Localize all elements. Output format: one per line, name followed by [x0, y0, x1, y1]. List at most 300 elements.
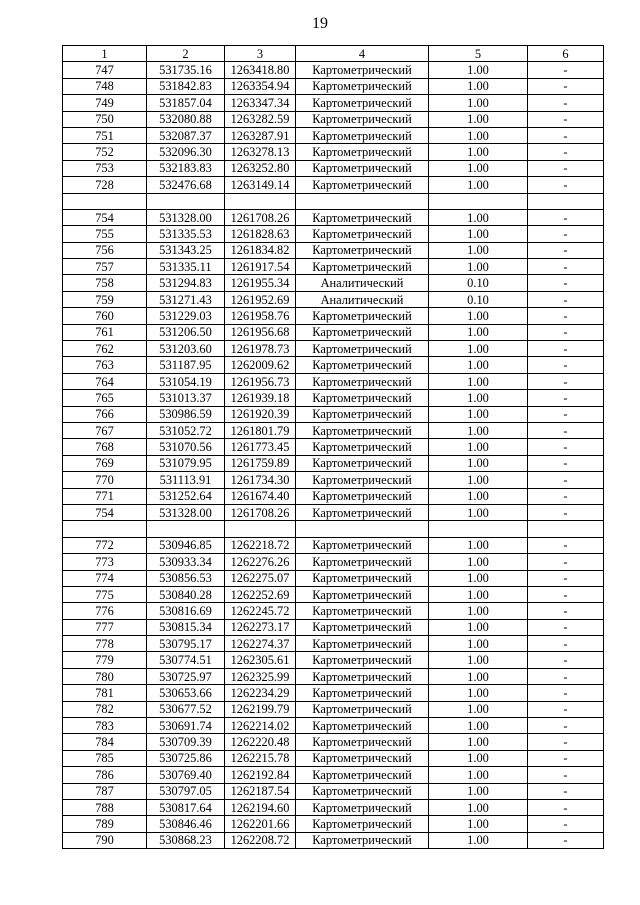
table-row — [63, 537, 604, 553]
table-row — [63, 291, 604, 307]
method-cell: Картометрический — [296, 603, 429, 619]
point-number-cell: 770 — [63, 472, 147, 488]
accuracy-cell: 1.00 — [429, 586, 528, 602]
y-coordinate-cell: 1261917.54 — [225, 259, 296, 275]
point-number-cell: 783 — [63, 718, 147, 734]
accuracy-cell: 1.00 — [429, 668, 528, 684]
note-cell: - — [528, 816, 604, 832]
x-coordinate-cell: 530816.69 — [147, 603, 225, 619]
column-header: 2 — [147, 46, 225, 62]
point-number-cell: 728 — [63, 177, 147, 193]
note-cell: - — [528, 554, 604, 570]
table-row — [63, 226, 604, 242]
x-coordinate-cell: 532096.30 — [147, 144, 225, 160]
table-row — [63, 734, 604, 750]
note-cell: - — [528, 537, 604, 553]
note-cell: - — [528, 160, 604, 176]
y-coordinate-cell: 1261955.34 — [225, 275, 296, 291]
table-row — [63, 160, 604, 176]
method-cell: Картометрический — [296, 570, 429, 586]
note-cell: - — [528, 308, 604, 324]
method-cell: Картометрический — [296, 78, 429, 94]
note-cell: - — [528, 209, 604, 225]
accuracy-cell: 1.00 — [429, 488, 528, 504]
accuracy-cell: 1.00 — [429, 439, 528, 455]
y-coordinate-cell: 1261759.89 — [225, 455, 296, 471]
accuracy-cell: 1.00 — [429, 242, 528, 258]
accuracy-cell: 1.00 — [429, 406, 528, 422]
y-coordinate-cell: 1262199.79 — [225, 701, 296, 717]
accuracy-cell: 1.00 — [429, 357, 528, 373]
point-number-cell: 790 — [63, 832, 147, 848]
table-row — [63, 95, 604, 111]
point-number-cell: 761 — [63, 324, 147, 340]
x-coordinate-cell: 531271.43 — [147, 291, 225, 307]
table-row — [63, 685, 604, 701]
column-header: 6 — [528, 46, 604, 62]
note-cell: - — [528, 603, 604, 619]
y-coordinate-cell: 1263347.34 — [225, 95, 296, 111]
method-cell: Картометрический — [296, 586, 429, 602]
x-coordinate-cell: 531842.83 — [147, 78, 225, 94]
table-row — [63, 586, 604, 602]
x-coordinate-cell: 530774.51 — [147, 652, 225, 668]
y-coordinate-cell: 1261708.26 — [225, 209, 296, 225]
point-number-cell: 774 — [63, 570, 147, 586]
accuracy-cell: 1.00 — [429, 472, 528, 488]
note-cell: - — [528, 767, 604, 783]
point-number-cell: 753 — [63, 160, 147, 176]
accuracy-cell: 1.00 — [429, 799, 528, 815]
table-row — [63, 406, 604, 422]
point-number-cell: 779 — [63, 652, 147, 668]
y-coordinate-cell: 1262275.07 — [225, 570, 296, 586]
table-row — [63, 472, 604, 488]
accuracy-cell: 1.00 — [429, 209, 528, 225]
method-cell: Аналитический — [296, 291, 429, 307]
method-cell: Картометрический — [296, 783, 429, 799]
point-number-cell: 772 — [63, 537, 147, 553]
y-coordinate-cell: 1261978.73 — [225, 341, 296, 357]
table-row — [63, 718, 604, 734]
point-number-cell: 758 — [63, 275, 147, 291]
y-coordinate-cell: 1262201.66 — [225, 816, 296, 832]
point-number-cell: 776 — [63, 603, 147, 619]
method-cell: Картометрический — [296, 357, 429, 373]
column-header: 5 — [429, 46, 528, 62]
method-cell: Картометрический — [296, 750, 429, 766]
note-cell: - — [528, 144, 604, 160]
point-number-cell: 748 — [63, 78, 147, 94]
x-coordinate-cell: 531113.91 — [147, 472, 225, 488]
y-coordinate-cell: 1262252.69 — [225, 586, 296, 602]
point-number-cell: 780 — [63, 668, 147, 684]
x-coordinate-cell: 531335.53 — [147, 226, 225, 242]
table-row — [63, 488, 604, 504]
accuracy-cell: 1.00 — [429, 816, 528, 832]
point-number-cell: 785 — [63, 750, 147, 766]
point-number-cell: 749 — [63, 95, 147, 111]
note-cell: - — [528, 701, 604, 717]
column-header: 4 — [296, 46, 429, 62]
separator-row — [63, 193, 604, 209]
method-cell: Картометрический — [296, 767, 429, 783]
table-row — [63, 127, 604, 143]
method-cell: Картометрический — [296, 242, 429, 258]
separator-row — [63, 521, 604, 537]
note-cell: - — [528, 390, 604, 406]
y-coordinate-cell: 1262187.54 — [225, 783, 296, 799]
y-coordinate-cell: 1261674.40 — [225, 488, 296, 504]
x-coordinate-cell: 531294.83 — [147, 275, 225, 291]
table-row — [63, 259, 604, 275]
table-row — [63, 652, 604, 668]
accuracy-cell: 1.00 — [429, 603, 528, 619]
table-row — [63, 701, 604, 717]
method-cell: Картометрический — [296, 177, 429, 193]
x-coordinate-cell: 531013.37 — [147, 390, 225, 406]
x-coordinate-cell: 532087.37 — [147, 127, 225, 143]
method-cell: Картометрический — [296, 619, 429, 635]
method-cell: Картометрический — [296, 259, 429, 275]
point-number-cell: 769 — [63, 455, 147, 471]
y-coordinate-cell: 1263278.13 — [225, 144, 296, 160]
accuracy-cell — [429, 521, 528, 537]
x-coordinate-cell: 530653.66 — [147, 685, 225, 701]
table-row — [63, 799, 604, 815]
note-cell: - — [528, 373, 604, 389]
y-coordinate-cell: 1261734.30 — [225, 472, 296, 488]
method-cell: Картометрический — [296, 226, 429, 242]
point-number-cell: 764 — [63, 373, 147, 389]
method-cell: Картометрический — [296, 308, 429, 324]
y-coordinate-cell: 1261958.76 — [225, 308, 296, 324]
y-coordinate-cell: 1261773.45 — [225, 439, 296, 455]
point-number-cell: 747 — [63, 62, 147, 78]
x-coordinate-cell — [147, 193, 225, 209]
table-row — [63, 619, 604, 635]
x-coordinate-cell: 530795.17 — [147, 636, 225, 652]
point-number-cell: 765 — [63, 390, 147, 406]
note-cell: - — [528, 341, 604, 357]
table-row — [63, 308, 604, 324]
x-coordinate-cell: 531252.64 — [147, 488, 225, 504]
note-cell: - — [528, 832, 604, 848]
table-row — [63, 668, 604, 684]
note-cell: - — [528, 291, 604, 307]
y-coordinate-cell: 1261828.63 — [225, 226, 296, 242]
x-coordinate-cell: 532080.88 — [147, 111, 225, 127]
point-number-cell: 751 — [63, 127, 147, 143]
y-coordinate-cell: 1261956.73 — [225, 373, 296, 389]
x-coordinate-cell: 530817.64 — [147, 799, 225, 815]
x-coordinate-cell: 530709.39 — [147, 734, 225, 750]
point-number-cell: 757 — [63, 259, 147, 275]
y-coordinate-cell: 1262214.02 — [225, 718, 296, 734]
note-cell: - — [528, 78, 604, 94]
accuracy-cell: 1.00 — [429, 570, 528, 586]
point-number-cell: 787 — [63, 783, 147, 799]
note-cell — [528, 193, 604, 209]
accuracy-cell: 1.00 — [429, 832, 528, 848]
note-cell: - — [528, 62, 604, 78]
method-cell: Картометрический — [296, 554, 429, 570]
accuracy-cell: 1.00 — [429, 750, 528, 766]
note-cell: - — [528, 406, 604, 422]
point-number-cell: 781 — [63, 685, 147, 701]
y-coordinate-cell: 1261834.82 — [225, 242, 296, 258]
table-row — [63, 275, 604, 291]
accuracy-cell: 1.00 — [429, 341, 528, 357]
point-number-cell — [63, 193, 147, 209]
note-cell: - — [528, 783, 604, 799]
accuracy-cell: 0.10 — [429, 275, 528, 291]
point-number-cell — [63, 521, 147, 537]
note-cell: - — [528, 324, 604, 340]
x-coordinate-cell: 530691.74 — [147, 718, 225, 734]
table-row — [63, 144, 604, 160]
table-row — [63, 767, 604, 783]
table-row — [63, 78, 604, 94]
method-cell — [296, 521, 429, 537]
accuracy-cell: 1.00 — [429, 718, 528, 734]
method-cell: Картометрический — [296, 111, 429, 127]
note-cell: - — [528, 127, 604, 143]
method-cell: Картометрический — [296, 341, 429, 357]
note-cell: - — [528, 259, 604, 275]
note-cell: - — [528, 177, 604, 193]
table-row — [63, 636, 604, 652]
y-coordinate-cell: 1262276.26 — [225, 554, 296, 570]
table-row — [63, 62, 604, 78]
y-coordinate-cell: 1262305.61 — [225, 652, 296, 668]
table-row — [63, 504, 604, 520]
point-number-cell: 759 — [63, 291, 147, 307]
accuracy-cell: 1.00 — [429, 390, 528, 406]
point-number-cell: 754 — [63, 209, 147, 225]
accuracy-cell: 1.00 — [429, 373, 528, 389]
table-row — [63, 177, 604, 193]
x-coordinate-cell: 530840.28 — [147, 586, 225, 602]
y-coordinate-cell: 1262220.48 — [225, 734, 296, 750]
note-cell: - — [528, 734, 604, 750]
y-coordinate-cell: 1263354.94 — [225, 78, 296, 94]
table-row — [63, 209, 604, 225]
point-number-cell: 750 — [63, 111, 147, 127]
method-cell: Картометрический — [296, 324, 429, 340]
y-coordinate-cell: 1262245.72 — [225, 603, 296, 619]
method-cell: Картометрический — [296, 799, 429, 815]
accuracy-cell: 1.00 — [429, 78, 528, 94]
method-cell: Картометрический — [296, 439, 429, 455]
x-coordinate-cell: 531052.72 — [147, 422, 225, 438]
method-cell: Картометрический — [296, 390, 429, 406]
table-row — [63, 750, 604, 766]
accuracy-cell: 1.00 — [429, 537, 528, 553]
y-coordinate-cell: 1263149.14 — [225, 177, 296, 193]
accuracy-cell: 1.00 — [429, 62, 528, 78]
note-cell: - — [528, 685, 604, 701]
table-row — [63, 111, 604, 127]
method-cell: Картометрический — [296, 636, 429, 652]
method-cell: Картометрический — [296, 472, 429, 488]
y-coordinate-cell — [225, 521, 296, 537]
accuracy-cell: 1.00 — [429, 144, 528, 160]
y-coordinate-cell: 1262192.84 — [225, 767, 296, 783]
table-row — [63, 422, 604, 438]
x-coordinate-cell: 530815.34 — [147, 619, 225, 635]
x-coordinate-cell: 532183.83 — [147, 160, 225, 176]
table-row — [63, 554, 604, 570]
method-cell: Картометрический — [296, 422, 429, 438]
table-row — [63, 242, 604, 258]
method-cell: Картометрический — [296, 209, 429, 225]
table-row — [63, 341, 604, 357]
method-cell: Картометрический — [296, 144, 429, 160]
method-cell: Картометрический — [296, 718, 429, 734]
note-cell: - — [528, 242, 604, 258]
method-cell: Картометрический — [296, 95, 429, 111]
accuracy-cell: 1.00 — [429, 685, 528, 701]
y-coordinate-cell: 1261939.18 — [225, 390, 296, 406]
table-row — [63, 603, 604, 619]
note-cell: - — [528, 668, 604, 684]
x-coordinate-cell: 530725.86 — [147, 750, 225, 766]
accuracy-cell: 1.00 — [429, 455, 528, 471]
y-coordinate-cell: 1261801.79 — [225, 422, 296, 438]
x-coordinate-cell: 532476.68 — [147, 177, 225, 193]
y-coordinate-cell: 1262234.29 — [225, 685, 296, 701]
table-row — [63, 373, 604, 389]
accuracy-cell: 1.00 — [429, 111, 528, 127]
method-cell: Картометрический — [296, 734, 429, 750]
note-cell — [528, 521, 604, 537]
x-coordinate-cell: 530856.53 — [147, 570, 225, 586]
note-cell: - — [528, 111, 604, 127]
table-row — [63, 832, 604, 848]
table-row — [63, 816, 604, 832]
method-cell — [296, 193, 429, 209]
accuracy-cell: 1.00 — [429, 422, 528, 438]
x-coordinate-cell: 531054.19 — [147, 373, 225, 389]
table-row — [63, 455, 604, 471]
note-cell: - — [528, 504, 604, 520]
note-cell: - — [528, 586, 604, 602]
accuracy-cell: 1.00 — [429, 783, 528, 799]
note-cell: - — [528, 488, 604, 504]
accuracy-cell: 1.00 — [429, 160, 528, 176]
accuracy-cell: 1.00 — [429, 636, 528, 652]
method-cell: Картометрический — [296, 652, 429, 668]
y-coordinate-cell: 1262218.72 — [225, 537, 296, 553]
y-coordinate-cell: 1263418.80 — [225, 62, 296, 78]
accuracy-cell: 1.00 — [429, 652, 528, 668]
note-cell: - — [528, 422, 604, 438]
y-coordinate-cell: 1261708.26 — [225, 504, 296, 520]
y-coordinate-cell: 1263252.80 — [225, 160, 296, 176]
point-number-cell: 788 — [63, 799, 147, 815]
x-coordinate-cell: 530846.46 — [147, 816, 225, 832]
x-coordinate-cell: 531343.25 — [147, 242, 225, 258]
y-coordinate-cell: 1262208.72 — [225, 832, 296, 848]
x-coordinate-cell: 531206.50 — [147, 324, 225, 340]
point-number-cell: 762 — [63, 341, 147, 357]
table-row — [63, 357, 604, 373]
x-coordinate-cell: 531335.11 — [147, 259, 225, 275]
accuracy-cell: 1.00 — [429, 504, 528, 520]
point-number-cell: 763 — [63, 357, 147, 373]
table-row — [63, 324, 604, 340]
x-coordinate-cell: 530933.34 — [147, 554, 225, 570]
x-coordinate-cell: 530677.52 — [147, 701, 225, 717]
method-cell: Картометрический — [296, 406, 429, 422]
page-number: 19 — [312, 15, 328, 32]
method-cell: Картометрический — [296, 127, 429, 143]
point-number-cell: 760 — [63, 308, 147, 324]
table-row — [63, 783, 604, 799]
y-coordinate-cell: 1262274.37 — [225, 636, 296, 652]
note-cell: - — [528, 275, 604, 291]
point-number-cell: 775 — [63, 586, 147, 602]
note-cell: - — [528, 455, 604, 471]
note-cell: - — [528, 226, 604, 242]
y-coordinate-cell: 1262215.78 — [225, 750, 296, 766]
note-cell: - — [528, 570, 604, 586]
y-coordinate-cell: 1263287.91 — [225, 127, 296, 143]
y-coordinate-cell: 1262273.17 — [225, 619, 296, 635]
point-number-cell: 766 — [63, 406, 147, 422]
y-coordinate-cell: 1261920.39 — [225, 406, 296, 422]
note-cell: - — [528, 357, 604, 373]
x-coordinate-cell: 530769.40 — [147, 767, 225, 783]
x-coordinate-cell: 530797.05 — [147, 783, 225, 799]
method-cell: Картометрический — [296, 832, 429, 848]
accuracy-cell: 1.00 — [429, 226, 528, 242]
method-cell: Картометрический — [296, 488, 429, 504]
accuracy-cell: 1.00 — [429, 127, 528, 143]
method-cell: Картометрический — [296, 701, 429, 717]
method-cell: Картометрический — [296, 62, 429, 78]
y-coordinate-cell: 1261956.68 — [225, 324, 296, 340]
x-coordinate-cell: 531079.95 — [147, 455, 225, 471]
x-coordinate-cell: 530986.59 — [147, 406, 225, 422]
x-coordinate-cell: 531187.95 — [147, 357, 225, 373]
accuracy-cell: 1.00 — [429, 259, 528, 275]
table-row — [63, 390, 604, 406]
x-coordinate-cell: 531328.00 — [147, 504, 225, 520]
note-cell: - — [528, 718, 604, 734]
accuracy-cell: 1.00 — [429, 308, 528, 324]
x-coordinate-cell: 531735.16 — [147, 62, 225, 78]
method-cell: Картометрический — [296, 504, 429, 520]
point-number-cell: 789 — [63, 816, 147, 832]
note-cell: - — [528, 636, 604, 652]
method-cell: Картометрический — [296, 685, 429, 701]
point-number-cell: 752 — [63, 144, 147, 160]
column-header: 1 — [63, 46, 147, 62]
coordinates-table — [62, 45, 604, 849]
accuracy-cell — [429, 193, 528, 209]
x-coordinate-cell: 530868.23 — [147, 832, 225, 848]
column-header: 3 — [225, 46, 296, 62]
x-coordinate-cell: 531857.04 — [147, 95, 225, 111]
accuracy-cell: 1.00 — [429, 767, 528, 783]
note-cell: - — [528, 619, 604, 635]
x-coordinate-cell: 531203.60 — [147, 341, 225, 357]
x-coordinate-cell: 530946.85 — [147, 537, 225, 553]
method-cell: Картометрический — [296, 537, 429, 553]
accuracy-cell: 1.00 — [429, 701, 528, 717]
